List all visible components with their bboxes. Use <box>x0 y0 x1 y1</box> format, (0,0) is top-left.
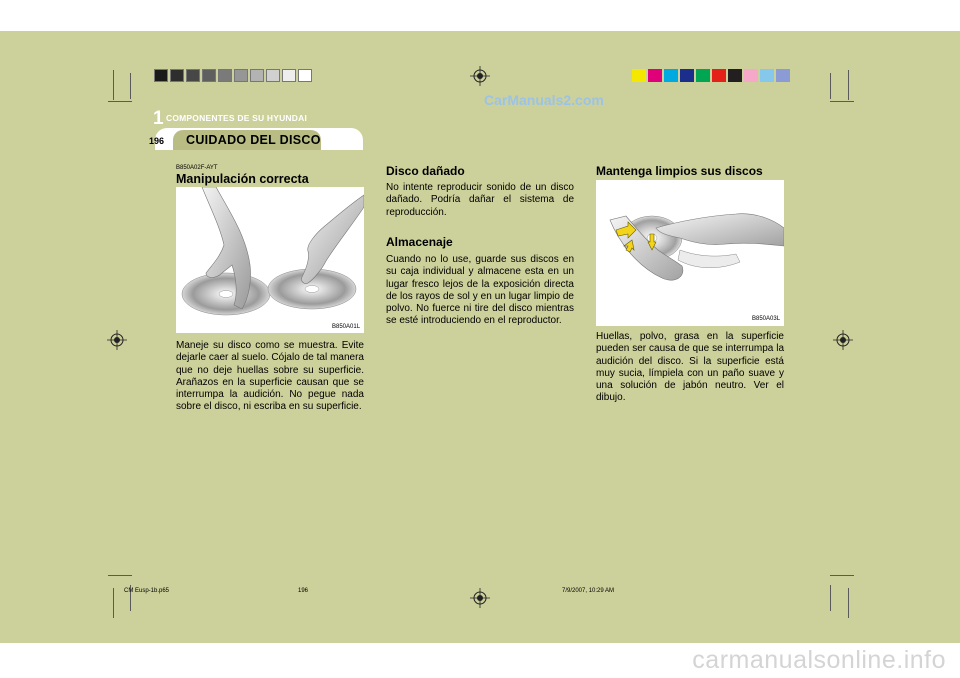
chapter-number: 1 <box>153 108 164 129</box>
gray-swatch <box>154 69 168 82</box>
hands-holding-discs-icon <box>176 187 364 333</box>
crop-mark <box>130 73 131 99</box>
color-swatch <box>776 69 790 82</box>
registration-target-icon <box>470 588 490 608</box>
registration-target-icon <box>107 330 127 350</box>
heading-damaged-disc: Disco dañado <box>386 164 465 178</box>
color-swatch <box>728 69 742 82</box>
gray-swatch <box>170 69 184 82</box>
heading-correct-handling: Manipulación correcta <box>176 172 309 186</box>
image-label: B850A03L <box>752 316 781 322</box>
page-number: 196 <box>149 136 165 146</box>
crop-mark <box>848 70 849 100</box>
color-swatch <box>712 69 726 82</box>
disc-handling-illustration <box>176 187 364 333</box>
paragraph-storage: Cuando no lo use, guarde sus discos en su caja individual y almacene esta en un lugar fresco lejos de la exposición directa de los rayos de sol y en un lugar limpio de polvo. No fuerce ni tire del disco mientras se esté introduciendo en el reproductor. <box>386 254 574 327</box>
crop-mark <box>108 575 132 576</box>
heading-keep-discs-clean: Mantenga limpios sus discos <box>596 164 763 178</box>
gray-swatch <box>218 69 232 82</box>
paragraph-handling: Maneje su disco como se muestra. Evite dejarle caer al suelo. Cójalo de tal manera que no deje huellas sobre su superficie. Arañazos en la superficie causan que se interrumpa la audición. No pegue nada sobre el disco, ni escriba en su superficie. <box>176 340 364 413</box>
gray-swatch <box>234 69 248 82</box>
watermark-top[interactable]: CarManuals2.com <box>484 92 604 108</box>
footer-date: 7/9/2007, 10:29 AM <box>562 588 615 594</box>
image-label: B850A01L <box>332 324 361 330</box>
color-swatch <box>632 69 646 82</box>
crop-mark <box>108 101 132 102</box>
gray-swatch <box>298 69 312 82</box>
gray-swatch <box>186 69 200 82</box>
color-swatch <box>696 69 710 82</box>
crop-mark <box>830 73 831 99</box>
section-title: CUIDADO DEL DISCO <box>186 133 321 147</box>
crop-mark <box>830 101 854 102</box>
crop-mark <box>848 588 849 618</box>
footer-filename: CM Eusp-1b.p65 <box>124 588 170 594</box>
color-swatch <box>760 69 774 82</box>
hands-cleaning-disc-icon <box>596 180 784 326</box>
color-swatch <box>744 69 758 82</box>
color-swatch <box>664 69 678 82</box>
paragraph-damaged-disc: No intente reproducir sonido de un disco dañado. Podría dañar el sistema de reproducción. <box>386 182 574 218</box>
registration-target-icon <box>470 66 490 86</box>
gray-swatch <box>266 69 280 82</box>
paragraph-clean-discs: Huellas, polvo, grasa en la superficie pueden ser causa de que se interrumpa la audición del disco. Si la superficie está muy sucia, límpiela con un paño suave y una solución de jabón neutro. Ver el dibujo. <box>596 331 784 404</box>
section-code: B850A02F-AYT <box>176 165 218 171</box>
watermark-footer[interactable]: carmanualsonline.info <box>692 646 946 674</box>
crop-mark <box>830 575 854 576</box>
page-background <box>0 31 960 643</box>
color-swatch <box>648 69 662 82</box>
heading-storage: Almacenaje <box>386 235 453 249</box>
registration-target-icon <box>833 330 853 350</box>
crop-mark <box>113 70 114 100</box>
chapter-title: COMPONENTES DE SU HYUNDAI <box>166 113 308 123</box>
gray-swatch <box>250 69 264 82</box>
color-swatch <box>680 69 694 82</box>
gray-swatch <box>202 69 216 82</box>
disc-cleaning-illustration <box>596 180 784 326</box>
crop-mark <box>113 588 114 618</box>
gray-swatch <box>282 69 296 82</box>
footer-page: 196 <box>298 588 309 594</box>
crop-mark <box>830 585 831 611</box>
